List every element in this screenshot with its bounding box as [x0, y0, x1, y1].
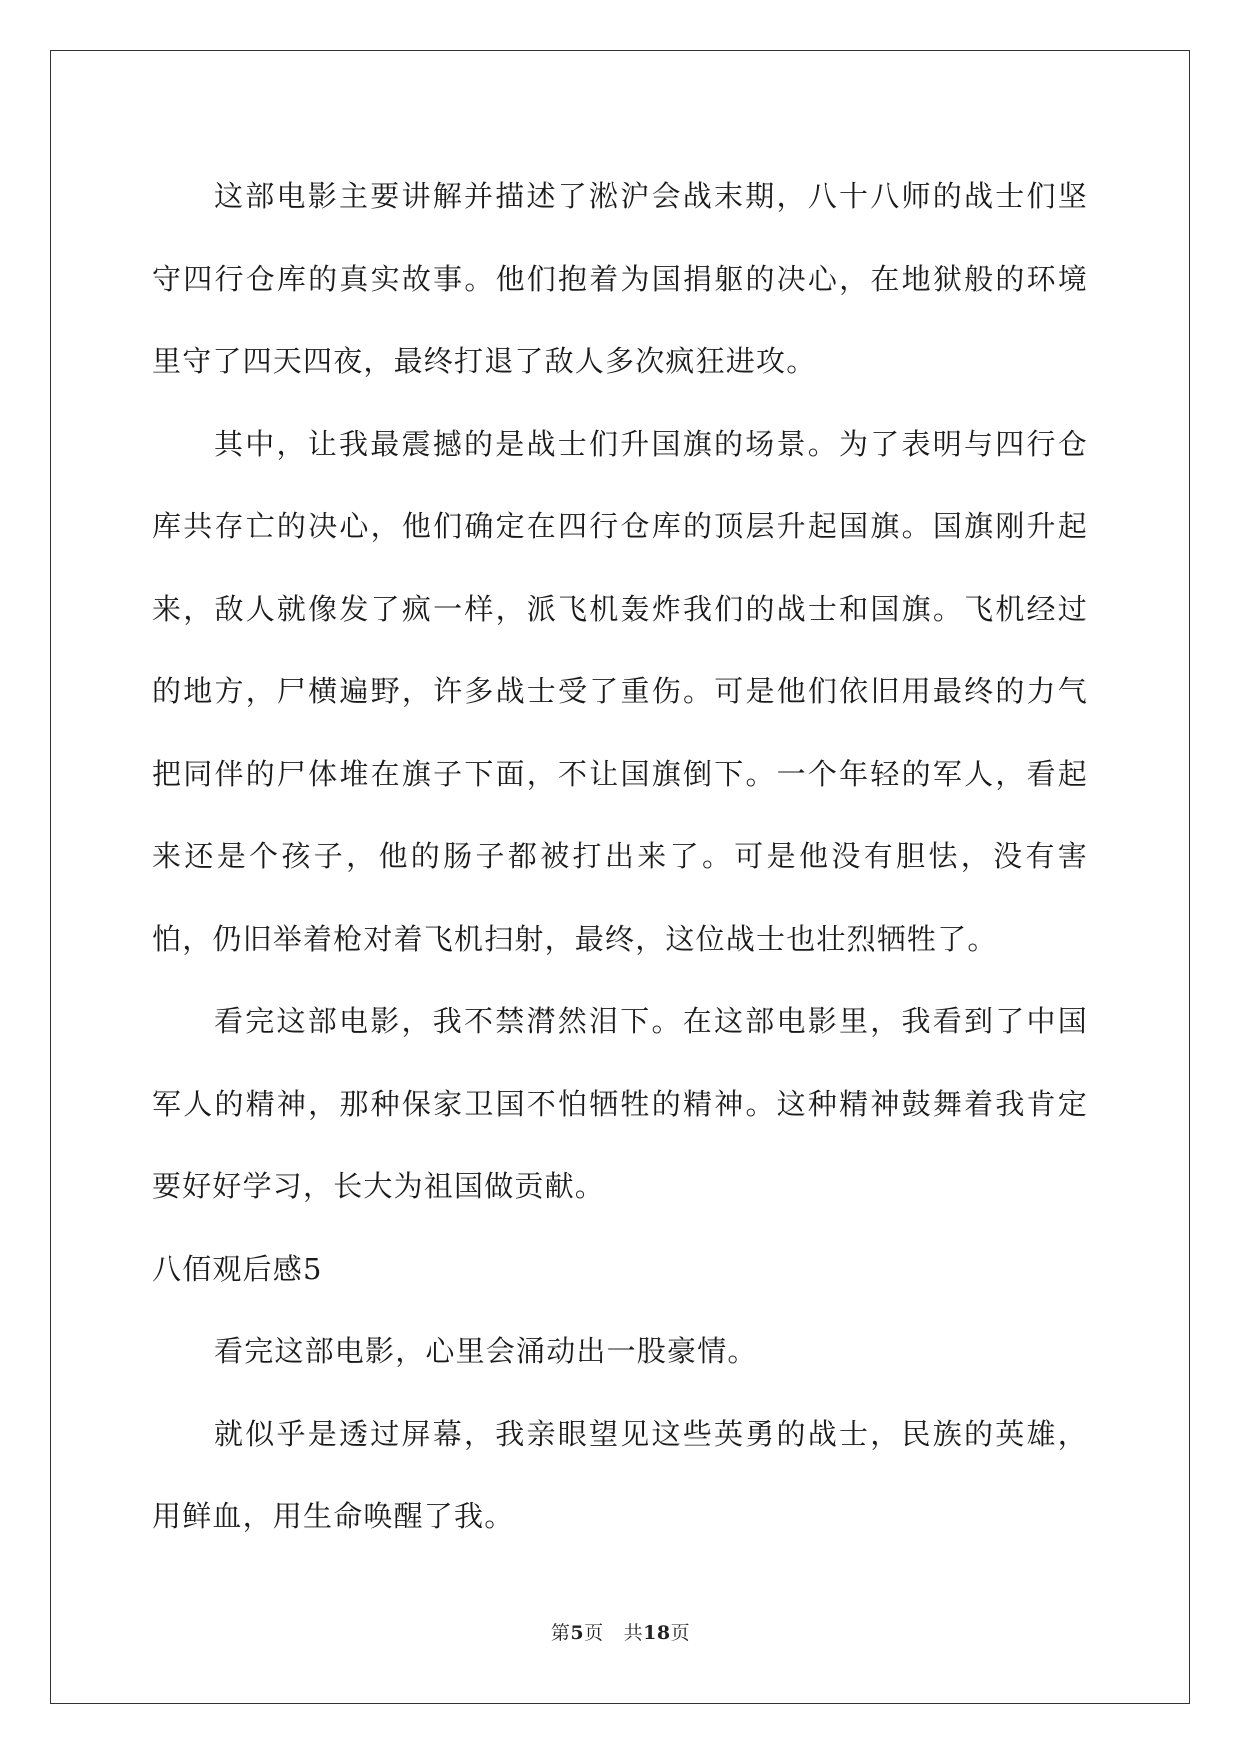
page-number: 5: [570, 1622, 585, 1644]
total-label-suffix: 页: [670, 1622, 691, 1644]
paragraph: 看完这部电影，心里会涌动出一股豪情。: [214, 1334, 758, 1368]
paragraph: 就似乎是透过屏幕，我亲眼望见这些英勇的战士，民族的英雄，用鲜血，用生命唤醒了我。: [152, 1416, 1088, 1533]
document-body: [152, 155, 1088, 1558]
paragraph: 看完这部电影，我不禁潸然泪下。在这部电影里，我看到了中国军人的精神，那种保家卫国不怕牺牲的精神。这种精神鼓舞着我肯定要好好学习，长大为祖国做贡献。: [152, 1004, 1088, 1203]
paragraph: 这部电影主要讲解并描述了淞沪会战末期，八十八师的战士们坚守四行仓库的真实故事。他们抱着为国捐躯的决心，在地狱般的环境里守了四天四夜，最终打退了敌人多次疯狂进攻。: [152, 179, 1088, 378]
total-label-prefix: 共: [623, 1622, 644, 1644]
page-footer: [0, 1618, 1241, 1645]
page-label-prefix: 第: [550, 1622, 571, 1644]
section-heading: 八佰观后感5: [152, 1251, 323, 1286]
page-label-suffix: 页: [584, 1622, 604, 1644]
paragraph: 其中，让我最震撼的是战士们升国旗的场景。为了表明与四行仓库共存亡的决心，他们确定在四行仓库的顶层升起国旗。国旗刚升起来，敌人就像发了疯一样，派飞机轰炸我们的战士和国旗。飞机经过的地方，尸横遍野，许多战士受了重伤。可是他们依旧用最终的力气把同伴的尸体堆在旗子下面，不让国旗倒下。一个年轻的军人，看起来还是个孩子，他的肠子都被打出来了。可是他没有胆怯，没有害怕，仍旧举着枪对着飞机扫射，最终，这位战士也壮烈牺牲了。: [152, 426, 1088, 956]
total-pages: 18: [643, 1622, 671, 1644]
